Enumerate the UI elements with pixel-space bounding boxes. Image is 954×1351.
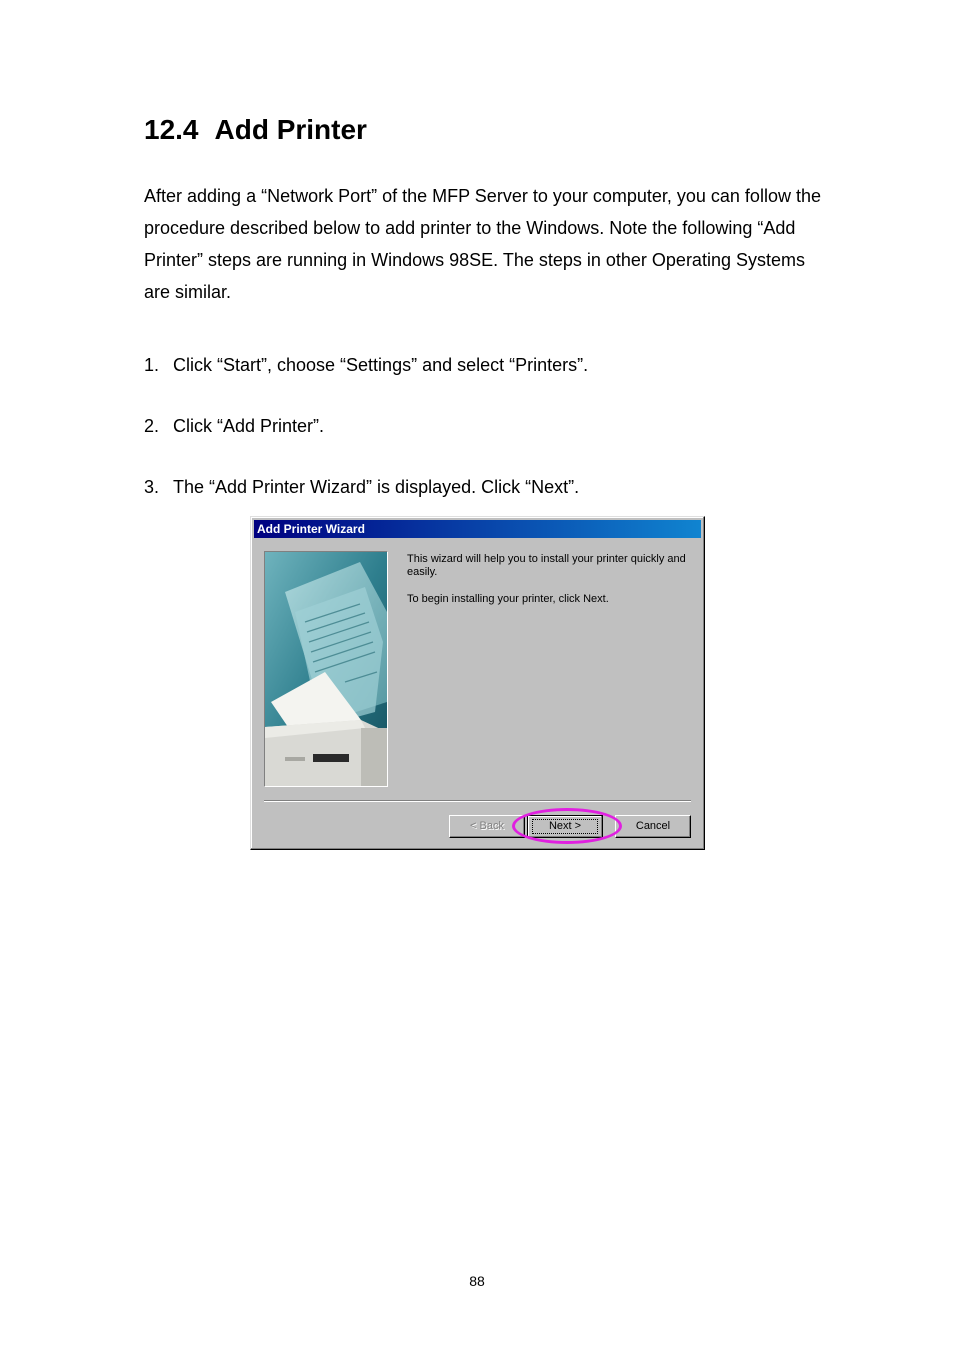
step-number: 1.: [144, 355, 160, 375]
wizard-printer-image: [264, 551, 388, 787]
step-3: [144, 475, 579, 499]
printer-illustration-icon: [265, 552, 387, 786]
step-number: 2.: [144, 416, 160, 436]
cancel-button[interactable]: Cancel: [615, 815, 691, 838]
dialog-separator: [264, 800, 691, 802]
section-number: 12.4: [144, 114, 199, 145]
step-text: The “Add Printer Wizard” is displayed. Click “Next”.: [173, 477, 580, 497]
step-text: Click “Add Printer”.: [173, 416, 325, 436]
step-text: Click “Start”, choose “Settings” and select “Printers”.: [173, 355, 589, 375]
step-number: 3.: [144, 477, 160, 497]
section-title: Add Printer: [214, 114, 367, 145]
section-heading: [144, 114, 367, 146]
step-1: [144, 353, 588, 377]
dialog-titlebar[interactable]: Add Printer Wizard: [254, 520, 701, 538]
page-number: 88: [469, 1273, 485, 1289]
next-button-label: Next >: [548, 820, 582, 832]
intro-paragraph: After adding a “Network Port” of the MFP Server to your computer, you can follow the procedure described below to add printer to the Windows. Note the following “Add Printer” steps are running in Windows 98SE. The steps in other Operating Systems are similar.: [144, 186, 821, 302]
next-highlight-circle: [512, 808, 622, 844]
add-printer-wizard-dialog: [250, 516, 705, 850]
wizard-message-intro: This wizard will help you to install your printer quickly and easily.: [407, 553, 686, 578]
back-button[interactable]: < Back: [449, 815, 525, 838]
wizard-message-instruction: To begin installing your printer, click Next.: [407, 593, 609, 605]
step-2: [144, 414, 324, 438]
